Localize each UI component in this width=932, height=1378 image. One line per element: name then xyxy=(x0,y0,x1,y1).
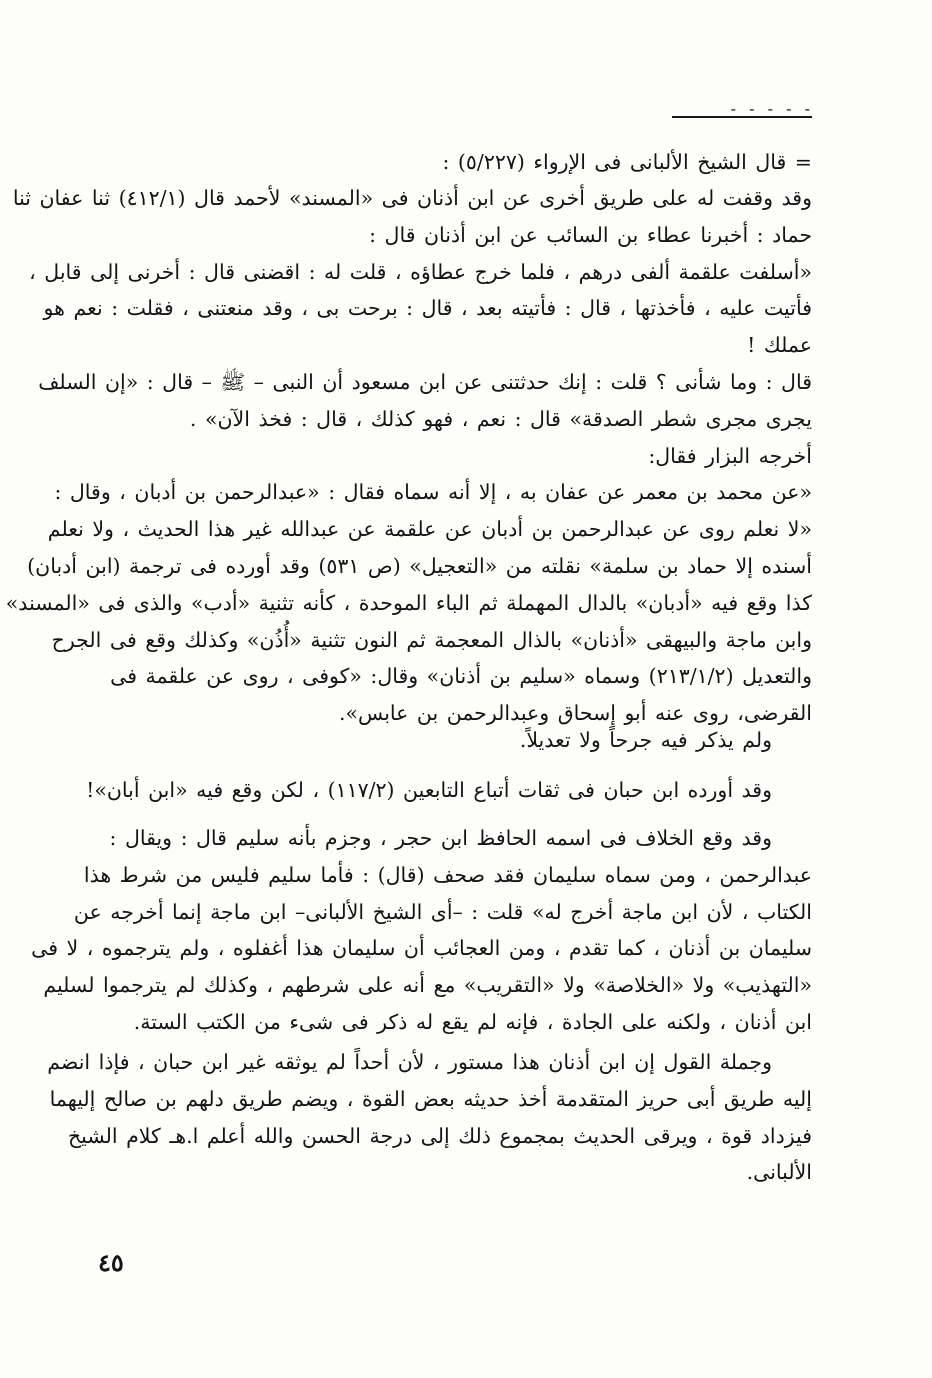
text-line: سليمان بن أذنان ، كما تقدم ، ومن العجائب أن سليمان هذا أغفلوه ، ولم يترجموه ، لا فى xyxy=(31,936,812,961)
text-line: القرضى، روى عنه أبو إسحاق وعبدالرحمن بن عابس». xyxy=(339,701,812,726)
text-line: والتعديل (٢١٣/١/٢) وسماه «سليم بن أذنان» وقال: «كوفى ، روى عن علقمة فى xyxy=(110,664,812,689)
text-line: أسنده إلا حماد بن سلمة» نقلته من «التعجيل» (ص ٥٣١) وقد أورده فى ترجمة (ابن أدبان) xyxy=(27,553,812,578)
paragraph-1 xyxy=(5,180,812,732)
text-line: أخرجه البزار فقال: xyxy=(648,443,812,468)
text-line: فيزداد قوة ، ويرقى الحديث بمجموع ذلك إلى درجة الحسن والله أعلم ا.هـ كلام الشيخ xyxy=(67,1123,812,1148)
text-line: يجرى مجرى شطر الصدقة» قال : نعم ، فهو كذلك ، قال : فخذ الآن» . xyxy=(189,406,812,431)
text-line: إليه طريق أبى حريز المتقدمة أخذ حديثه بعض القوة ، ويضم طريق دلهم بن صالح إليهما xyxy=(49,1086,812,1111)
text-line: وجملة القول إن ابن أذنان هذا مستور ، لأن أحداً لم يوثقه غير ابن حبان ، فإذا انضم xyxy=(47,1050,772,1074)
text-line: وقد وقع الخلاف فى اسمه الحافظ ابن حجر ، وجزم بأنه سليم قال : ويقال : xyxy=(109,826,772,850)
paragraph-5 xyxy=(47,1044,812,1191)
intro-line: = قال الشيخ الألبانى فى الإرواء (٥/٢٢٧) : xyxy=(442,150,812,174)
text-line: «التهذيب» ولا «الخلاصة» ولا «التقريب» مع أنه على شرطهم ، وكذلك لم يترجموا لسليم xyxy=(43,973,812,998)
header-rule xyxy=(672,116,812,118)
text-line: حماد : أخبرنا عطاء بن السائب عن ابن أذنان قال : xyxy=(369,222,812,247)
text-line: الكتاب ، لأن ابن ماجة أخرج له» قلت : –أى الشيخ الألبانى– ابن ماجة إنما أخرجه عن xyxy=(73,899,812,924)
text-line: «أسلفت علقمة ألفى درهم ، فلما خرج عطاؤه ، قلت له : اقضنى قال : أخرنى إلى قابل ، xyxy=(29,259,812,284)
text-line: وقد وقفت له على طريق أخرى عن ابن أذنان فى «المسند» لأحمد قال (٤١٢/١) ثنا عفان ثنا xyxy=(12,186,812,210)
page-number: ٤٥ xyxy=(98,1248,124,1277)
paragraph-2 xyxy=(112,722,812,759)
text-line: وابن ماجة والبيهقى «أذنان» بالذال المعجمة ثم النون تثنية «أُذُن» وكذلك وقع فى الجرح xyxy=(51,627,812,652)
text-line: قال : وما شأنى ؟ قلت : إنك حدثتنى عن ابن مسعود أن النبى – ﷺ – قال : «إن السلف xyxy=(38,369,812,394)
text-line: ابن أذنان ، ولكنه على الجادة ، فإنه لم يقع له ذكر فى شىء من الكتب الستة. xyxy=(133,1009,812,1034)
text-line: عبدالرحمن ، ومن سماه سليمان فقد صحف (قال) : فأما سليم فليس من شرط هذا xyxy=(83,862,812,887)
header-dashes: - - - - - xyxy=(730,99,814,118)
intro-block xyxy=(112,144,812,181)
text-line: ولم يذكر فيه جرحاً ولا تعديلاً. xyxy=(519,728,772,752)
text-line: وقد أورده ابن حبان فى ثقات أتباع التابعين (١١٧/٢) ، لكن وقع فيه «ابن أبان»! xyxy=(86,778,772,802)
text-line: فأتيت عليه ، فأخذتها ، قال : فأتيته بعد ، قال : برحت بى ، وقد منعتنى ، فقلت : نعم هو xyxy=(43,296,812,321)
text-line: الألبانى. xyxy=(746,1160,812,1185)
text-line: «لا نعلم روى عن عبدالرحمن بن أدبان عن علقمة عن عبدالله غير هذا الحديث ، ولا نعلم xyxy=(47,517,812,542)
paragraph-3 xyxy=(86,772,812,809)
text-line: عملك ! xyxy=(747,333,812,358)
text-line: كذا وقع فيه «أدبان» بالدال المهملة ثم الباء الموحدة ، كأنه تثنية «أدب» والذى فى «المسند» xyxy=(5,590,812,615)
paragraph-4 xyxy=(31,820,812,1041)
text-line: «عن محمد بن معمر عن عفان به ، إلا أنه سماه فقال : «عبدالرحمن بن أدبان ، وقال : xyxy=(54,480,812,505)
